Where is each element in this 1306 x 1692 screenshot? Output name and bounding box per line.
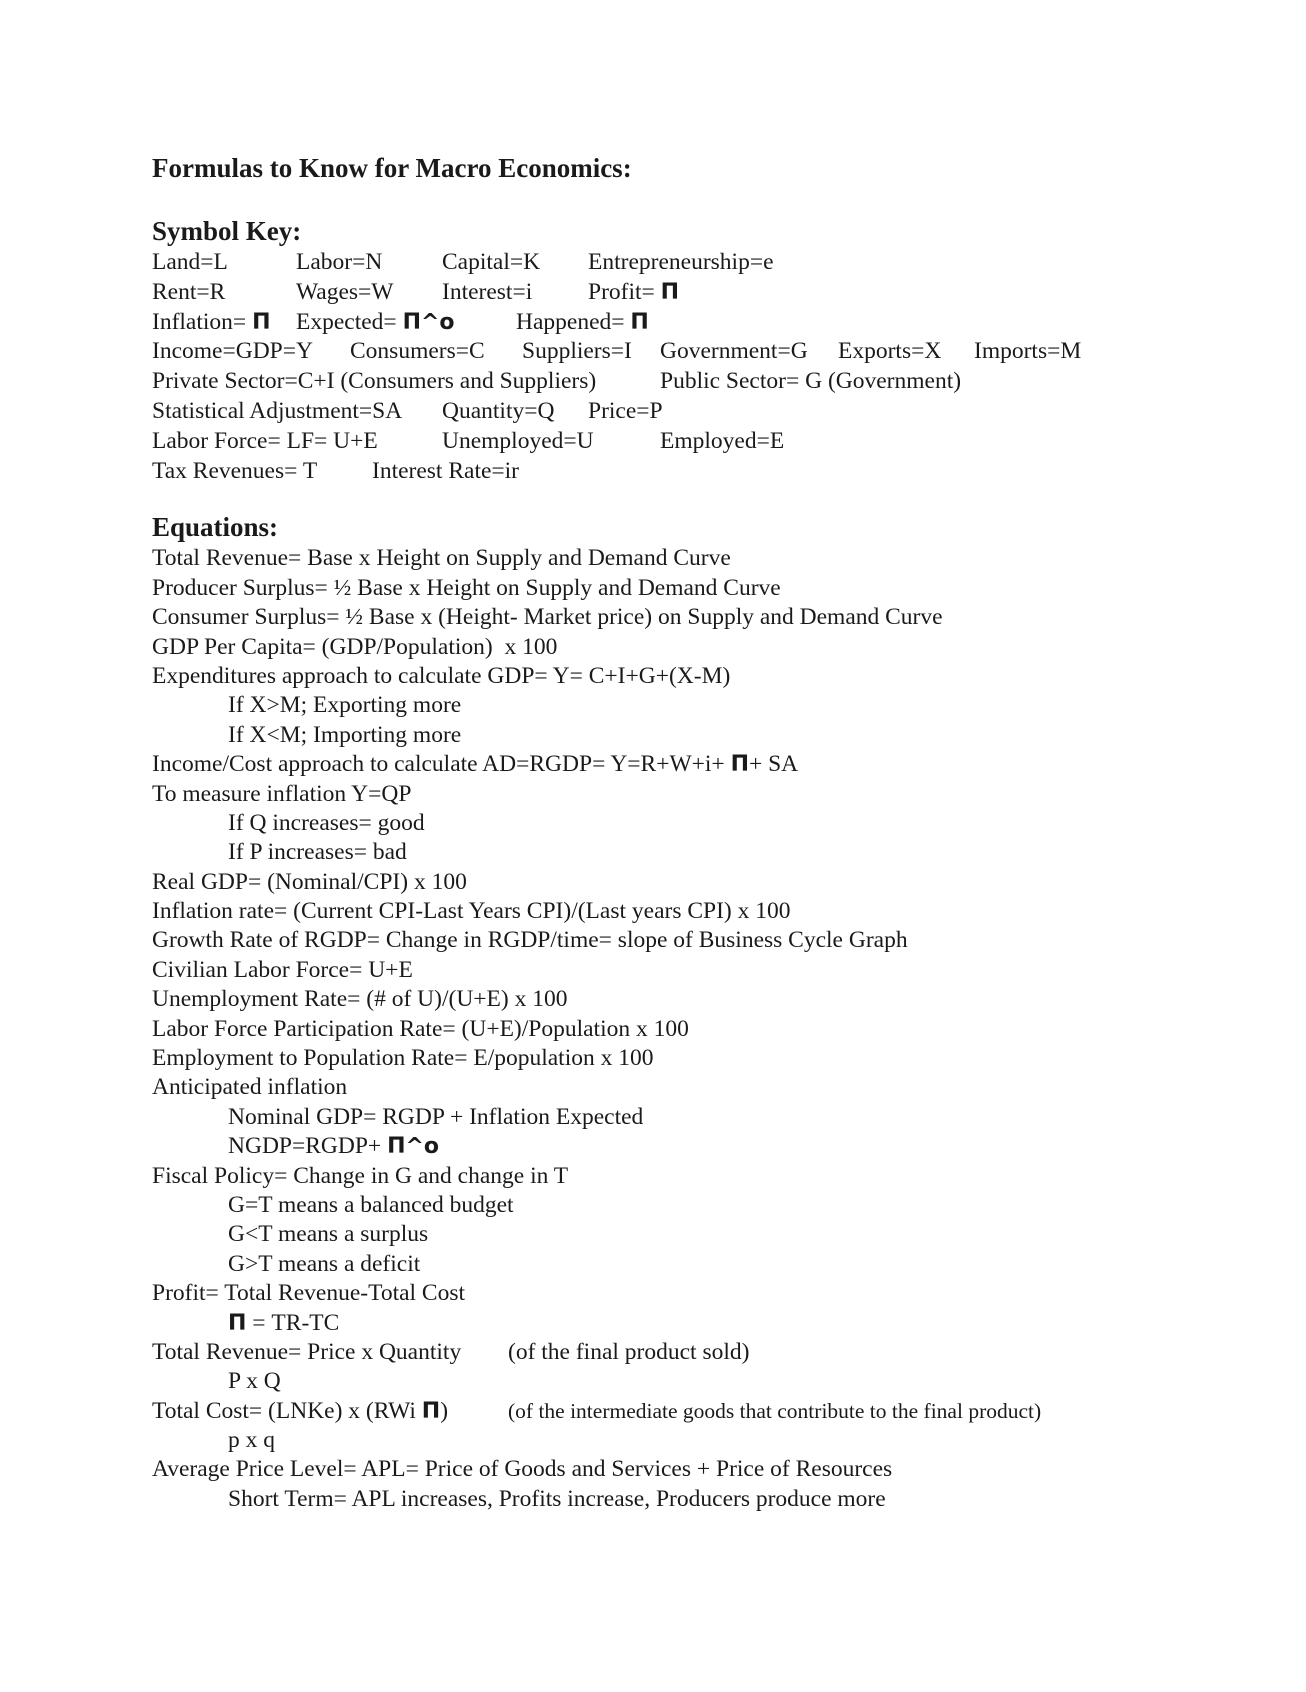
equation-line	[152, 1250, 1252, 1279]
equation-line	[152, 1279, 1252, 1308]
equation-text: Total Cost= (LNKe) x (RWi Π)	[152, 1397, 449, 1424]
page-title: Formulas to Know for Macro Economics:	[152, 153, 632, 183]
equation-note: (of the final product sold)	[508, 1338, 750, 1365]
pi-symbol: Π	[730, 752, 749, 778]
equation-line	[152, 1367, 1252, 1396]
equation-line	[152, 985, 1252, 1014]
symbol-entry: Suppliers=I	[522, 338, 632, 365]
symbol-key-row	[152, 308, 1252, 338]
equation-text: G=T means a balanced budget	[228, 1191, 514, 1218]
pi-symbol: Π	[630, 309, 649, 335]
equation-text: Expenditures approach to calculate GDP= Y= C+I+G+(X-M)	[152, 662, 731, 689]
symbol-key	[152, 248, 1252, 486]
equation-line	[152, 897, 1252, 926]
pi-symbol: Π^o	[402, 309, 455, 335]
equation-line	[152, 838, 1252, 867]
equation-text: Consumer Surplus= ½ Base x (Height- Market price) on Supply and Demand Curve	[152, 604, 943, 631]
equation-note: (of the intermediate goods that contribute to the final product)	[508, 1398, 1042, 1423]
symbol-entry: Land=L	[152, 249, 228, 275]
symbol-key-row	[152, 367, 1252, 397]
equation-line	[152, 1073, 1252, 1102]
symbol-entry: Income=GDP=Y	[152, 338, 313, 365]
equation-line	[152, 1103, 1252, 1132]
symbol-entry: Labor=N	[296, 249, 383, 275]
equation-line	[152, 603, 1252, 632]
pi-symbol: Π^o	[387, 1134, 440, 1160]
equation-text: If P increases= bad	[228, 839, 407, 866]
equation-text: Profit= Total Revenue-Total Cost	[152, 1280, 466, 1307]
symbol-entry: Private Sector=C+I (Consumers and Suppliers)	[152, 368, 597, 395]
symbol-entry: Inflation= Π	[152, 308, 252, 338]
equation-line	[152, 956, 1252, 985]
equation-text: GDP Per Capita= (GDP/Population) x 100	[152, 633, 558, 660]
equation-text: If X>M; Exporting more	[228, 692, 462, 719]
equation-line	[152, 1015, 1252, 1044]
symbol-entry: Labor Force= LF= U+E	[152, 427, 378, 454]
equation-line	[152, 1191, 1252, 1220]
symbol-entry: Price=P	[588, 397, 663, 424]
symbol-entry: Tax Revenues= T	[152, 457, 318, 484]
equation-line	[152, 780, 1252, 809]
symbol-entry: Quantity=Q	[442, 397, 555, 424]
symbol-entry: Entrepreneurship=e	[588, 249, 774, 275]
equation-line	[152, 633, 1252, 662]
equation-text: If X<M; Importing more	[228, 721, 462, 748]
symbol-entry: Employed=E	[660, 427, 785, 454]
equation-text: Inflation rate= (Current CPI-Last Years CPI)/(Last years CPI) x 100	[152, 898, 791, 925]
equation-text: Growth Rate of RGDP= Change in RGDP/time= slope of Business Cycle Graph	[152, 927, 908, 954]
equation-text: Labor Force Participation Rate= (U+E)/Population x 100	[152, 1015, 689, 1042]
equation-text: NGDP=RGDP+ Π^o	[228, 1133, 440, 1160]
symbol-key-heading: Symbol Key:	[152, 216, 302, 246]
equation-text: Π = TR-TC	[228, 1309, 340, 1336]
equation-line	[152, 1485, 1252, 1514]
symbol-entry: Rent=R	[152, 278, 226, 305]
equations-heading: Equations:	[152, 512, 279, 543]
equation-line	[152, 809, 1252, 838]
equation-text: Civilian Labor Force= U+E	[152, 956, 413, 983]
equation-text: To measure inflation Y=QP	[152, 780, 412, 807]
symbol-key-row	[152, 397, 1252, 427]
document-page	[152, 150, 1252, 1514]
equation-text: Unemployment Rate= (# of U)/(U+E) x 100	[152, 986, 568, 1013]
equation-text: Total Revenue= Base x Height on Supply and Demand Curve	[152, 545, 731, 572]
equation-text: Income/Cost approach to calculate AD=RGDP= Y=R+W+i+ Π+ SA	[152, 751, 799, 778]
symbol-key-row	[152, 427, 1252, 457]
equation-text: Short Term= APL increases, Profits increase, Producers produce more	[228, 1485, 886, 1512]
equation-line	[152, 1338, 1252, 1367]
symbol-entry: Government=G	[660, 338, 808, 365]
symbol-entry: Exports=X	[838, 338, 942, 365]
symbol-entry: Unemployed=U	[442, 427, 594, 454]
equation-line	[152, 1220, 1252, 1249]
symbol-entry: Public Sector= G (Government)	[660, 368, 962, 395]
equation-text: Real GDP= (Nominal/CPI) x 100	[152, 868, 467, 895]
symbol-entry: Interest=i	[442, 278, 533, 305]
equation-line	[152, 1044, 1252, 1073]
equation-line	[152, 721, 1252, 750]
equation-line	[152, 662, 1252, 691]
equation-line	[152, 544, 1252, 573]
symbol-entry: Profit= Π	[588, 278, 661, 308]
symbol-key-row	[152, 337, 1252, 367]
equation-text: Average Price Level= APL= Price of Goods and Services + Price of Resources	[152, 1456, 893, 1483]
equation-text: Anticipated inflation	[152, 1074, 348, 1101]
equation-line	[152, 1132, 1252, 1161]
pi-symbol: Π	[228, 1310, 247, 1336]
equation-text: Fiscal Policy= Change in G and change in T	[152, 1162, 569, 1189]
equation-text: Employment to Population Rate= E/population x 100	[152, 1045, 654, 1072]
equation-text: If Q increases= good	[228, 809, 425, 836]
equation-text: P x Q	[228, 1368, 281, 1395]
symbol-entry: Consumers=C	[350, 338, 485, 365]
equation-text: Nominal GDP= RGDP + Inflation Expected	[228, 1103, 644, 1130]
symbol-entry: Expected= Π^o	[296, 308, 403, 338]
equation-line	[152, 926, 1252, 955]
symbol-entry: Imports=M	[974, 338, 1082, 365]
equation-line	[152, 1426, 1252, 1455]
symbol-key-row	[152, 278, 1252, 308]
symbol-key-row	[152, 457, 1252, 487]
equation-line	[152, 1397, 1252, 1426]
symbol-entry: Statistical Adjustment=SA	[152, 397, 403, 424]
pi-symbol: Π	[421, 1398, 441, 1424]
symbol-entry: Happened= Π	[516, 308, 630, 338]
symbol-key-row	[152, 248, 1252, 278]
pi-symbol: Π	[660, 279, 680, 305]
equation-text: G>T means a deficit	[228, 1250, 421, 1277]
equation-text: G<T means a surplus	[228, 1221, 429, 1248]
equation-line	[152, 868, 1252, 897]
equation-line	[152, 1455, 1252, 1484]
equation-line	[152, 750, 1252, 779]
equation-line	[152, 574, 1252, 603]
equation-line	[152, 691, 1252, 720]
pi-symbol: Π	[252, 309, 271, 335]
equation-line	[152, 1162, 1252, 1191]
symbol-entry: Capital=K	[442, 249, 541, 275]
equation-text: Producer Surplus= ½ Base x Height on Supply and Demand Curve	[152, 574, 781, 601]
equation-text: Total Revenue= Price x Quantity	[152, 1338, 462, 1365]
equation-line	[152, 1309, 1252, 1338]
equation-text: p x q	[228, 1427, 275, 1454]
equations-list	[152, 544, 1252, 1514]
symbol-entry: Wages=W	[296, 278, 394, 305]
symbol-entry: Interest Rate=ir	[372, 457, 520, 484]
